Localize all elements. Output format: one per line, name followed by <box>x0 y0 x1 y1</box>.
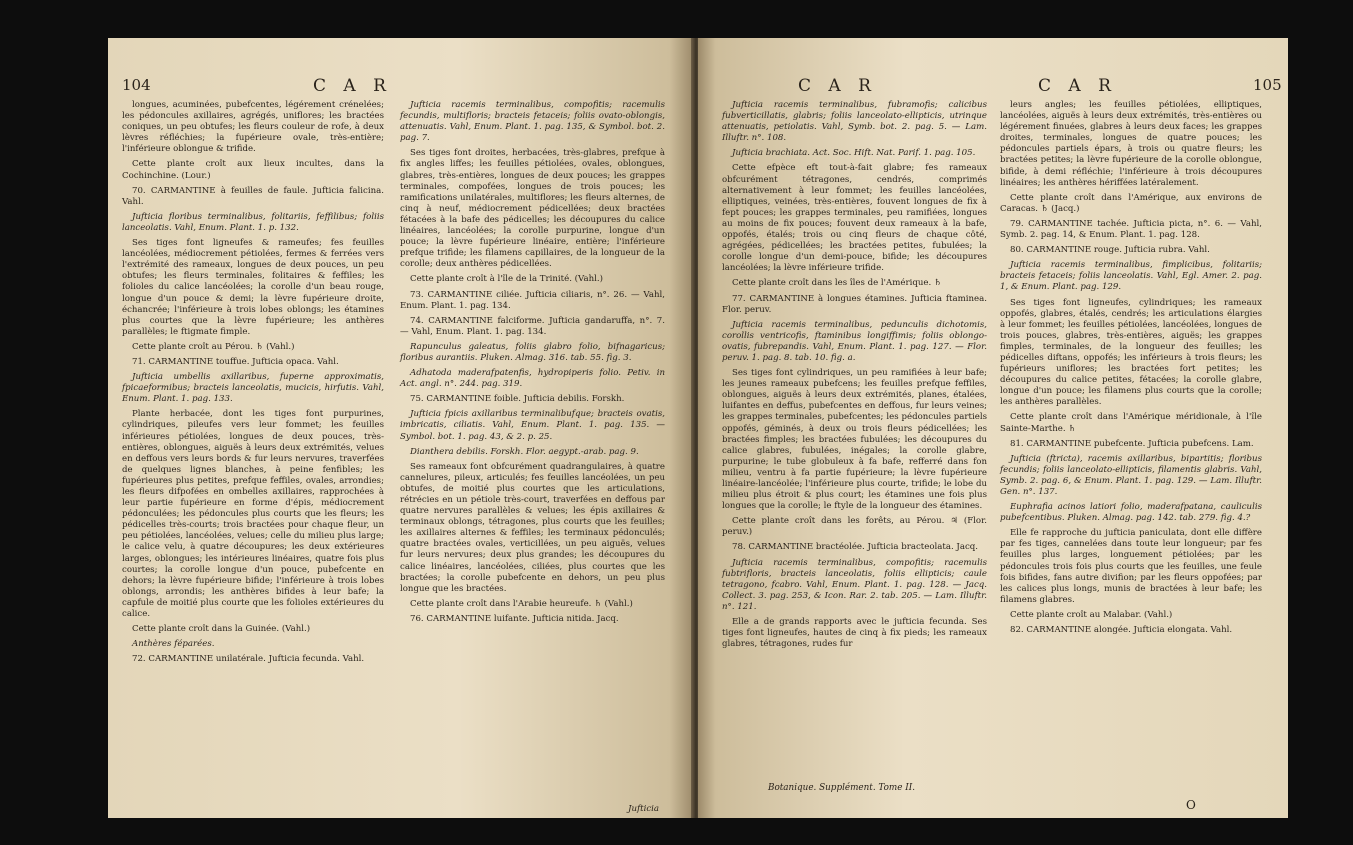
paragraph: Jufticia racemis terminalibus, compofitis; racemulis fubtrifloris, bracteis lanceolatis, foliis ellipticis; caule tetragono, fcabro. Vahl, Enum. Plant. 1. pag. 128. — Jacq. Collect. 3. pag. 253, & Icon. Rar. 2. tab. 205. — Lam. Illuftr. n°. 121. <box>722 557 987 612</box>
paragraph: Ses tiges font ligneufes, cylindriques; les rameaux oppofés, glabres, étalés, cendrés; les articulations élargies à leur fommet; les feuilles pétiolées, lancéolées, longues de trois pouces, glabres, très-entières, aiguës; les grappes fimples, terminales, de la longueur des feuilles; les pédicelles diftans, oppofés; les inférieurs à trois fleurs; les fupérieurs uniflores; les bractées fort petites; les découpures du calice petites, fétacées; la corolle glabre, longue d'un pouce; les filamens plus courts que la corolle; les anthères parallèles. <box>1000 297 1262 408</box>
paragraph: Plante herbacée, dont les tiges font purpurines, cylindriques, pileufes vers leur fommet; les feuilles inférieures pétiolées, longues de deux pouces, très-entières, oblongues, aiguës à leurs deux extrémités, velues en deffous vers leurs bords & fur leurs nervures, traverfées de quelques lignes blanches, à peine fenfibles; les fupérieures plus petites, prefque feffiles, ovales, arrondies; les fleurs difpofées en ombelles axillaires, rapprochées à leur partie fupérieure en forme d'épis, médiocrement pédonculées; les pédoncules plus courts que les fleurs; les pédicelles très-courts; trois bractées pour chaque fleur, un peu pétiolées, lancéolées, velues; celle du milieu plus large; le calice velu, à quatre découpures; les deux extérieures larges, oblongues; les intérieures linéaires, quatre fois plus courtes; la corolle longue d'un pouce, pubefcente en dehors; la lèvre fupérieure bifide; l'inférieure à trois lobes oblongs, arrondis; les anthères bifides à leur bafe; la capfule de moitié plus courte que les folioles extérieures du calice. <box>122 409 384 620</box>
left-column-2 <box>400 100 665 629</box>
running-header-right-2: C A R <box>1038 76 1117 96</box>
paragraph: Cette plante croît aux lieux incultes, dans la Cochinchine. (Lour.) <box>122 159 384 181</box>
paragraph: Jufticia racemis terminalibus, fimplicibus, folitariis; bracteis fetaceis; foliis lanceolatis. Vahl, Egl. Amer. 2. pag. 1, & Enum. Plant. pag. 129. <box>1000 260 1262 293</box>
paragraph: Jufticia racemis terminalibus, compofitis; racemulis fecundis, multifloris; bracteis fetaceis; foliis ovato-oblongis, attenuatis. Vahl, Enum. Plant. 1. pag. 135, & Symbol. bot. 2. pag. 7. <box>400 100 665 144</box>
paragraph: Euphrafia acinos latiori folio, maderafpatana, cauliculis pubefcentibus. Pluken. Almag. pag. 142. tab. 279. fig. 4.? <box>1000 502 1262 524</box>
paragraph: Cette plante croît au Malabar. (Vahl.) <box>1010 609 1173 620</box>
paragraph: Cette plante croît au Pérou. ♄ (Vahl.) <box>132 341 295 352</box>
paragraph: Adhatoda maderafpatenfis, hydropiperis folio. Petiv. in Act. angl. n°. 244. pag. 319. <box>400 368 665 390</box>
paragraph: Jufticia racemis terminalibus, pedunculis dichotomis, corollis ventricofis, ftaminibus longiffimis; foliis oblongo-ovatis, fubrepandis. Vahl, Enum. Plant. 1. pag. 127. — Flor. peruv. 1. pag. 8. tab. 10. fig. a. <box>722 319 987 363</box>
paragraph: Ses rameaux font obfcurément quadrangulaires, à quatre cannelures, pileux, articulés; fes feuilles lancéolées, un peu obtufes, de moitié plus courtes que les articulations, rétrécies en un pétiole très-court, traverfées en deffous par quatre nervures parallèles & velues; les épis axillaires & terminaux oblongs, tétragones, plus courts que les feuilles; les axillaires alternes & feffiles; les terminaux pédonculés; quatre bractées ovales, verticillées, un peu aiguës, velues fur leurs nervures; deux plus grandes; les découpures du calice linéaires, lancéolées, ciliées, plus courtes que les bractées; la corolle pubefcente en dehors, un peu plus longue que les bractées. <box>400 461 665 594</box>
paragraph: Jufticia (ftricta), racemis axillaribus, bipartitis; floribus fecundis; foliis lanceolato-ellipticis, filamentis glabris. Vahl, Symb. 2. pag. 6, & Enum. Plant. 1. pag. 129. — Lam. Illuftr. Gen. n°. 137. <box>1000 453 1262 497</box>
paragraph: Cette plante croît dans les forêts, au Pérou. ♃ (Flor. peruv.) <box>722 516 987 538</box>
paragraph: Cette plante croît dans l'Amérique méridionale, à l'île Sainte-Marthe. ♄ <box>1000 412 1262 434</box>
paragraph: 80. CARMANTINE rouge. Jufticia rubra. Vahl. <box>1010 245 1210 256</box>
left-column-1 <box>122 100 384 669</box>
paragraph: Cette plante croît dans l'Arabie heureufe. ♄ (Vahl.) <box>410 598 633 609</box>
paragraph: Anthères féparées. <box>132 639 215 650</box>
page-number-right: 105 <box>1253 76 1282 94</box>
paragraph: Elle fe rapproche du jufticia paniculata, dont elle diffère par fes tiges, cannelées dans toute leur longueur; par fes feuilles plus larges, longuement pétiolées; par les pédoncules trois fois plus courts que les feuilles, une feule fois bifides, fans autre divifion; par les fleurs oppofées; par les calices plus longs, munis de bractées à leur bafe; les filamens glabres. <box>1000 528 1262 605</box>
right-column-1 <box>722 100 987 654</box>
left-page <box>108 38 693 818</box>
paragraph: longues, acuminées, pubefcentes, légérement crénelées; les pédoncules axillaires, agrégés, uniflores; les bractées coniques, un peu obtufes; les fleurs couleur de rofe, à deux lèvres réfléchies; la fupérieure ovale, très-entière; l'inférieure oblongue & trifide. <box>122 100 384 155</box>
footer-tome: Botanique. Supplément. Tome II. <box>768 783 915 793</box>
paragraph: 81. CARMANTINE pubefcente. Jufticia pubefcens. Lam. <box>1010 438 1254 449</box>
paragraph: 78. CARMANTINE bractéolée. Jufticia bracteolata. Jacq. <box>732 542 979 553</box>
paragraph: 74. CARMANTINE falciforme. Jufticia gandaruffa, n°. 7. — Vahl, Enum. Plant. 1. pag. 134. <box>400 315 665 337</box>
paragraph: Cette plante croît dans la Guinée. (Vahl.) <box>132 624 311 635</box>
paragraph: 76. CARMANTINE luifante. Jufticia nitida. Jacq. <box>410 613 619 624</box>
paragraph: Ses tiges font ligneufes & rameufes; fes feuilles lancéolées, médiocrement pétiolées, fermes & ferrées vers l'extrémité des rameaux, longues de deux pouces, un peu obtufes; les fleurs terminales, folitaires & feffiles; les folioles du calice lancéolées; la corolle d'un beau rouge, longue d'un pouce & demi; la lèvre fupérieure droite, échancrée; l'inférieure à trois lobes oblongs; les étamines plus courtes que la lèvre fupérieure; les anthères parallèles; le ftigmate fimple. <box>122 238 384 337</box>
right-page <box>698 38 1288 818</box>
paragraph: Jufticia brachiata. Act. Soc. Hift. Nat. Parif. 1. pag. 105. <box>732 148 976 159</box>
signature-mark: O <box>1186 798 1196 812</box>
paragraph: 70. CARMANTINE à feuilles de faule. Jufticia falicina. Vahl. <box>122 185 384 207</box>
paragraph: Cette efpèce eft tout-à-fait glabre; fes rameaux obfcurément tétragones, cendrés, comprimés alternativement à leur fommet; les feuilles lancéolées, elliptiques, veinées, très-entières, fouvent longues de fix à fept pouces; les grappes terminales, peu ramifiées, longues au moins de fix pouces; fouvent deux rameaux à la bafe, oppofés, étalés; trois ou cinq fleurs de chaque côté, agrégées, pédicellées; les bractées petites, fubulées; la corolle longue d'un demi-pouce, bifide; les découpures lancéolées; la lèvre inférieure trifide. <box>722 163 987 274</box>
paragraph: Ses tiges font droites, herbacées, très-glabres, prefque à fix angles liffes; les feuilles pétiolées, ovales, oblongues, glabres, très-entières, longues de deux pouces; les grappes terminales, compofées, longues de trois pouces; les ramifications unilatérales, multiflores; les fleurs alternes, de cinq à neuf, médiocrement pédicellées; deux bractées fétacées à la bafe des pédicelles; les découpures du calice linéaires, lancéolées; la corolle purpurine, longue d'un pouce; la lèvre fupérieure linéaire, entière; l'inférieure prefque trifide; les filamens capillaires, de la longueur de la corolle; deux anthères pédicellées. <box>400 148 665 270</box>
paragraph: 72. CARMANTINE unilatérale. Jufticia fecunda. Vahl. <box>132 654 365 665</box>
right-column-2 <box>1000 100 1262 640</box>
paragraph: 75. CARMANTINE foible. Jufticia debilis. Forskh. <box>410 394 625 405</box>
paragraph: 73. CARMANTINE ciliée. Jufticia ciliaris, n°. 26. — Vahl, Enum. Plant. 1. pag. 134. <box>400 289 665 311</box>
running-header-right: C A R <box>798 76 877 96</box>
page-number-left: 104 <box>122 76 151 94</box>
paragraph: Cette plante croît dans l'Amérique, aux environs de Caracas. ♄ (Jacq.) <box>1000 192 1262 214</box>
catchword-left: Jufticia <box>628 804 660 814</box>
paragraph: 79. CARMANTINE tachée. Jufticia picta, n°. 6. — Vahl, Symb. 2. pag. 14, & Enum. Plant. 1. pag. 128. <box>1000 218 1262 241</box>
paragraph: Rapunculus galeatus, foliis glabro folio, bifnagaricus; floribus aurantiis. Pluken. Almag. 316. tab. 55. fig. 3. <box>400 341 665 363</box>
paragraph: leurs angles; les feuilles pétiolées, elliptiques, lancéolées, aiguës à leurs deux extrémités, très-entières ou légérement finuées, glabres à leurs deux faces; les grappes droites, terminales, longues de quatre pouces; les pédoncules partiels épars, à trois ou quatre fleurs; les bractées petites; la lèvre fupérieure de la corolle oblongue, bifide, à demi réfléchie; l'inférieure à trois découpures linéaires; les anthères hériffées latéralement. <box>1000 100 1262 188</box>
paragraph: Jufticia floribus terminalibus, folitariis, feffilibus; foliis lanceolatis. Vahl, Enum. Plant. 1. p. 132. <box>122 211 384 233</box>
paragraph: Elle a de grands rapports avec le jufticia fecunda. Ses tiges font ligneufes, hautes de cinq à fix pieds; les rameaux glabres, tétragones, rudes fur <box>722 617 987 650</box>
paragraph: Jufticia fpicis axillaribus terminalibufque; bracteis ovatis, imbricatis, ciliatis. Vahl, Enum. Plant. 1. pag. 135. — Symbol. bot. 1. pag. 43, & 2. p. 25. <box>400 409 665 442</box>
paragraph: Cette plante croît à l'île de la Trinité. (Vahl.) <box>410 274 603 285</box>
paragraph: 82. CARMANTINE alongée. Jufticia elongata. Vahl. <box>1010 625 1233 636</box>
paragraph: Ses tiges font cylindriques, un peu ramifiées à leur bafe; les jeunes rameaux pubefcens; les feuilles prefque feffiles, oblongues, aiguës à leurs deux extrémités, planes, étalées, luifantes en deffus, pubefcentes en deffous, fur leurs veines; les grappes terminales, pubefcentes; les pédoncules partiels oppofés, géminés, à deux ou trois fleurs pédicellées; les bractées fimples; les bractées fubulées; les découpures du calice glabres, fubulées, inégales; la corolle glabre, purpurine; le tube globuleux à fa bafe, refferré dans fon milieu, ventru à fa partie fupérieure; la lèvre fupérieure linéaire-lancéolée; l'inférieure plus courte, trifide; le lobe du milieu plus étroit & plus court; les étamines une fois plus longues que la corolle; le ftyle de la longueur des étamines. <box>722 368 987 512</box>
book <box>108 28 1288 828</box>
paragraph: Jufticia umbellis axillaribus, fuperne approximatis, fpicaeformibus; bracteis lanceolatis, mucicis, hirfutis. Vahl, Enum. Plant. 1. pag. 133. <box>122 372 384 405</box>
paragraph: Cette plante croît dans les îles de l'Amérique. ♄ <box>732 278 942 289</box>
paragraph: 71. CARMANTINE touffue. Jufticia opaca. Vahl. <box>132 356 339 367</box>
paragraph: 77. CARMANTINE à longues étamines. Jufticia ftaminea. Flor. peruv. <box>722 293 987 315</box>
running-header-left: C A R <box>313 76 392 96</box>
paragraph: Dianthera debilis. Forskh. Flor. aegypt.-arab. pag. 9. <box>410 446 639 457</box>
paragraph: Jufticia racemis terminalibus, fubramofis; calicibus fubverticillatis, glabris; foliis lanceolato-ellipticis, utrinque attenuatis, petiolatis. Vahl, Symb. bot. 2. pag. 5. — Lam. Illuftr. n°. 108. <box>722 100 987 144</box>
